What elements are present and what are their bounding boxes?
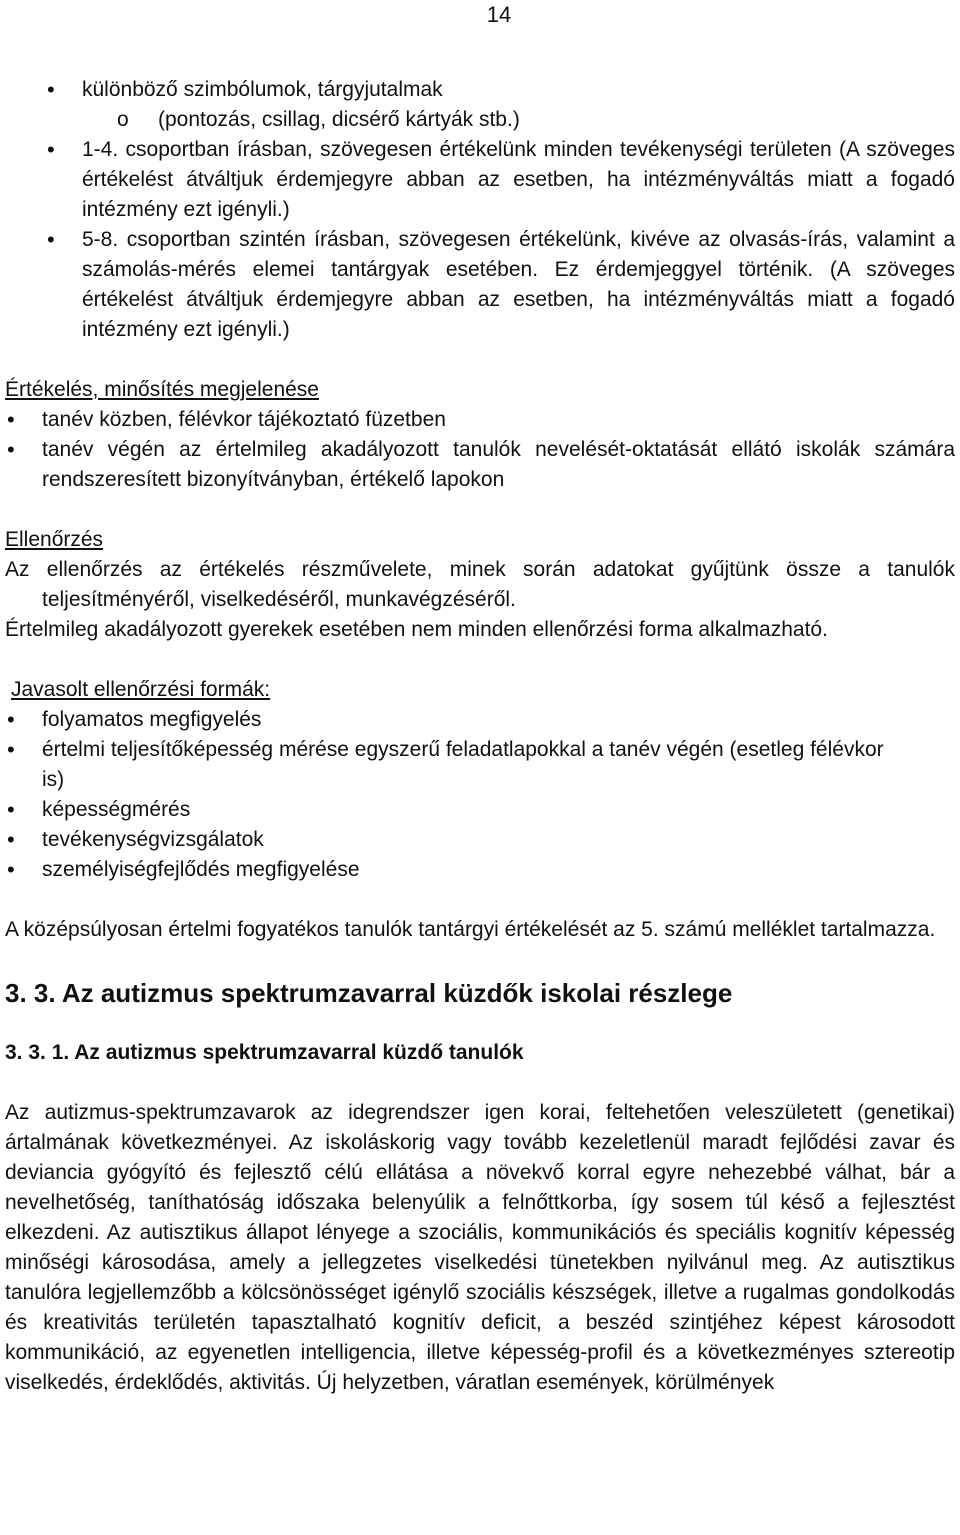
ellenorzes-paragraph: Az ellenőrzés az értékelés részművelete, minek során adatokat gyűjtünk össze a tanulók teljesítményéről, viselkedéséről, munkavégzéséről.	[5, 558, 955, 611]
section-title-megjelenes: Értékelés, minősítés megjelenése	[5, 378, 319, 401]
list-item-text: személyiségfejlődés megfigyelése	[42, 858, 360, 881]
list-item-text: értelmi teljesítőképesség mérése egyszerű feladatlapokkal a tanév végén (esetleg félévkor is)	[42, 738, 884, 791]
list-item-text: 1-4. csoportban írásban, szövegesen értékelünk minden tevékenységi területen (A szöveges értékelést átváltjuk érdemjegyre abban az esetben, ha intézményváltás miatt a fogadó intézmény ezt igényli.)	[82, 138, 955, 221]
list-item-text: folyamatos megfigyelés	[42, 708, 262, 731]
ellenorzes-paragraph: Értelmileg akadályozott gyerekek esetében nem minden ellenőrzési forma alkalmazható.	[5, 618, 828, 641]
list-item	[5, 135, 955, 225]
list-item	[5, 825, 955, 855]
document-body	[5, 75, 955, 1398]
melleklet-paragraph: A középsúlyosan értelmi fogyatékos tanulók tantárgyi értékelését az 5. számú melléklet tartalmazza.	[5, 918, 936, 941]
evaluation-groups-list	[5, 135, 955, 345]
section-title-ellenorzes: Ellenőrzés	[5, 528, 104, 551]
list-item-text: tanév végén az értelmileg akadályozott tanulók nevelését-oktatását ellátó iskolák számára rendszeresített bizonyítványban, értékelő lapokon	[42, 438, 955, 491]
list-item	[5, 405, 955, 435]
list-item-text: tevékenységvizsgálatok	[42, 828, 264, 851]
megjelenes-list	[5, 405, 955, 495]
list-item-text: tanév közben, félévkor tájékoztató füzetben	[42, 408, 446, 431]
section-title-formak: Javasolt ellenőrzési formák:	[11, 678, 271, 701]
formak-list	[5, 705, 955, 885]
section-heading-3-3-1: 3. 3. 1. Az autizmus spektrumzavarral küzdő tanulók	[5, 1041, 524, 1064]
sub-bullet-marker: o	[117, 108, 129, 131]
list-item	[5, 705, 955, 735]
list-item	[5, 435, 955, 495]
list-item-text: képességmérés	[42, 798, 191, 821]
autism-body-paragraph: Az autizmus-spektrumzavarok az idegrendszer igen korai, feltehetően veleszületett (genetikai) ártalmának következményei. Az iskoláskorig vagy tovább kezeletlenül maradt fejlődési zavar és deviancia gyógyító és fejlesztő célú ellátása a növekvő korral egyre nehezebbé válhat, bár a nevelhetőség, taníthatóság időszaka belenyúlik a felnőttkorba, így sosem túl késő a fejlesztést elkezdeni. Az autisztikus állapot lényege a szociális, kommunikációs és speciális kognitív képesség minőségi károsodása, amely a jellegzetes viselkedési tünetekben nyilvánul meg. Az autisztikus tanulóra legjellemzőbb a kölcsönösséget igénylő szociális készségek, illetve a rugalmas gondolkodás és kreativitás területén tapasztalható kognitív deficit, a beszéd szintjéhez képest károsodott kommunikáció, az egyenetlen intelligencia, illetve képesség-profil és a következményes sztereotip viselkedés, érdeklődés, aktivitás. Új helyzetben, váratlan események, körülmények	[5, 1101, 955, 1394]
list-item-text: 5-8. csoportban szintén írásban, szövegesen értékelünk, kivéve az olvasás-írás, valamint a számolás-mérés elemei tantárgyak esetében. Ez érdemjeggyel történik. (A szöveges értékelést átváltjuk érdemjegyre abban az esetben, ha intézményváltás miatt a fogadó intézmény ezt igényli.)	[82, 228, 955, 341]
section-heading-3-3: 3. 3. Az autizmus spektrumzavarral küzdők iskolai részlege	[5, 978, 733, 1008]
sub-list-item	[5, 105, 955, 135]
list-item	[5, 75, 955, 105]
list-item	[5, 735, 955, 795]
list-item	[5, 225, 955, 345]
list-item-text: különböző szimbólumok, tárgyjutalmak	[82, 78, 443, 101]
sub-list-item-text: (pontozás, csillag, dicsérő kártyák stb.)	[158, 108, 520, 131]
page-number	[0, 0, 960, 30]
list-item	[5, 855, 955, 885]
list-item	[5, 795, 955, 825]
evaluation-methods-list	[5, 75, 955, 105]
page-number-text: 14	[486, 2, 512, 27]
